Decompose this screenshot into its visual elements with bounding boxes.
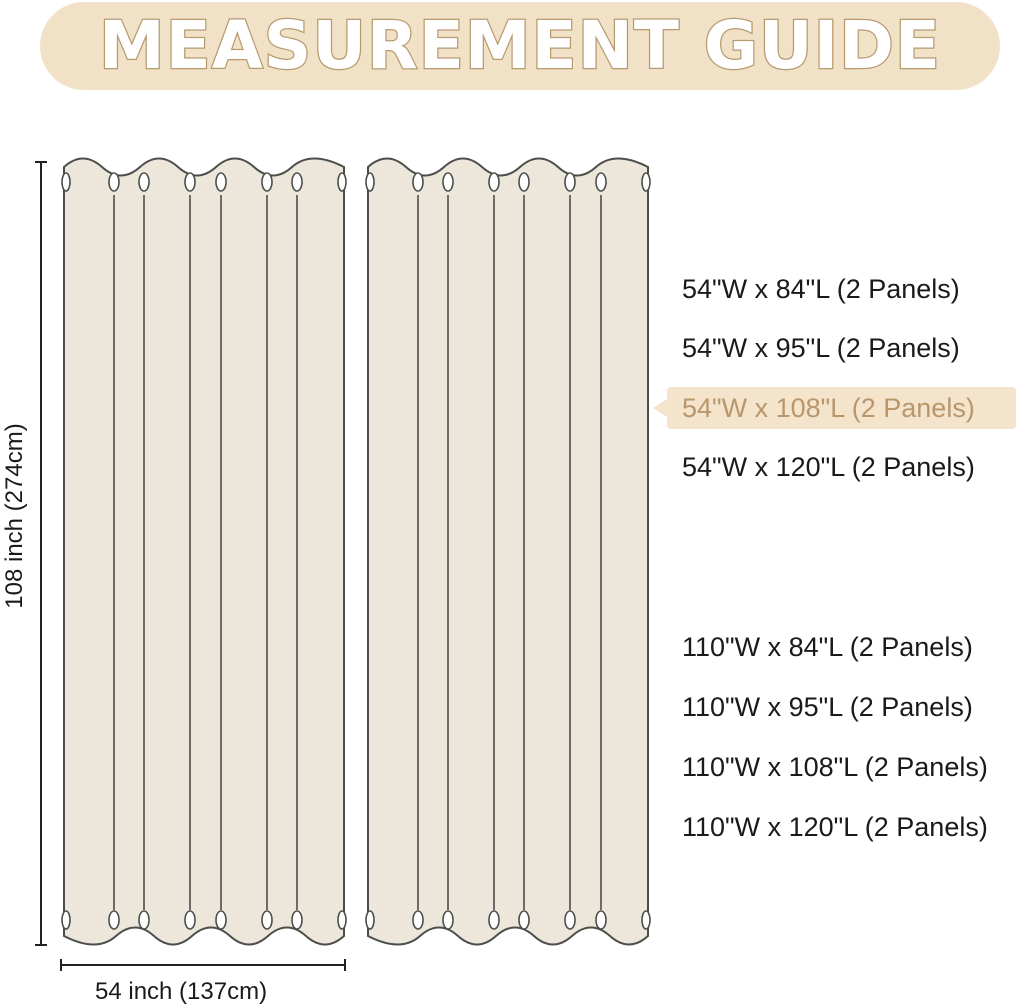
size-option-54x120: 54"W x 120"L (2 Panels) [682, 452, 975, 482]
curtain-panel-right [366, 159, 650, 945]
page-title: MEASUREMENT GUIDE [98, 7, 942, 84]
selected-pointer-icon [653, 399, 667, 417]
width-dimension-line [61, 959, 345, 971]
size-option-110x84: 110"W x 84"L (2 Panels) [682, 632, 973, 662]
width-dimension-label: 54 inch (137cm) [95, 978, 268, 1005]
height-dimension-label: 108 inch (274cm) [1, 423, 28, 609]
size-option-54x84: 54"W x 84"L (2 Panels) [682, 274, 960, 304]
size-option-54x108: 54"W x 108"L (2 Panels) [682, 393, 975, 423]
size-option-110x95: 110"W x 95"L (2 Panels) [682, 692, 973, 722]
size-option-110x120: 110"W x 120"L (2 Panels) [682, 812, 988, 842]
curtain-panel-left [62, 159, 346, 945]
height-dimension-line [35, 162, 47, 945]
size-option-54x95: 54"W x 95"L (2 Panels) [682, 333, 960, 363]
size-option-110x108: 110"W x 108"L (2 Panels) [682, 752, 988, 782]
